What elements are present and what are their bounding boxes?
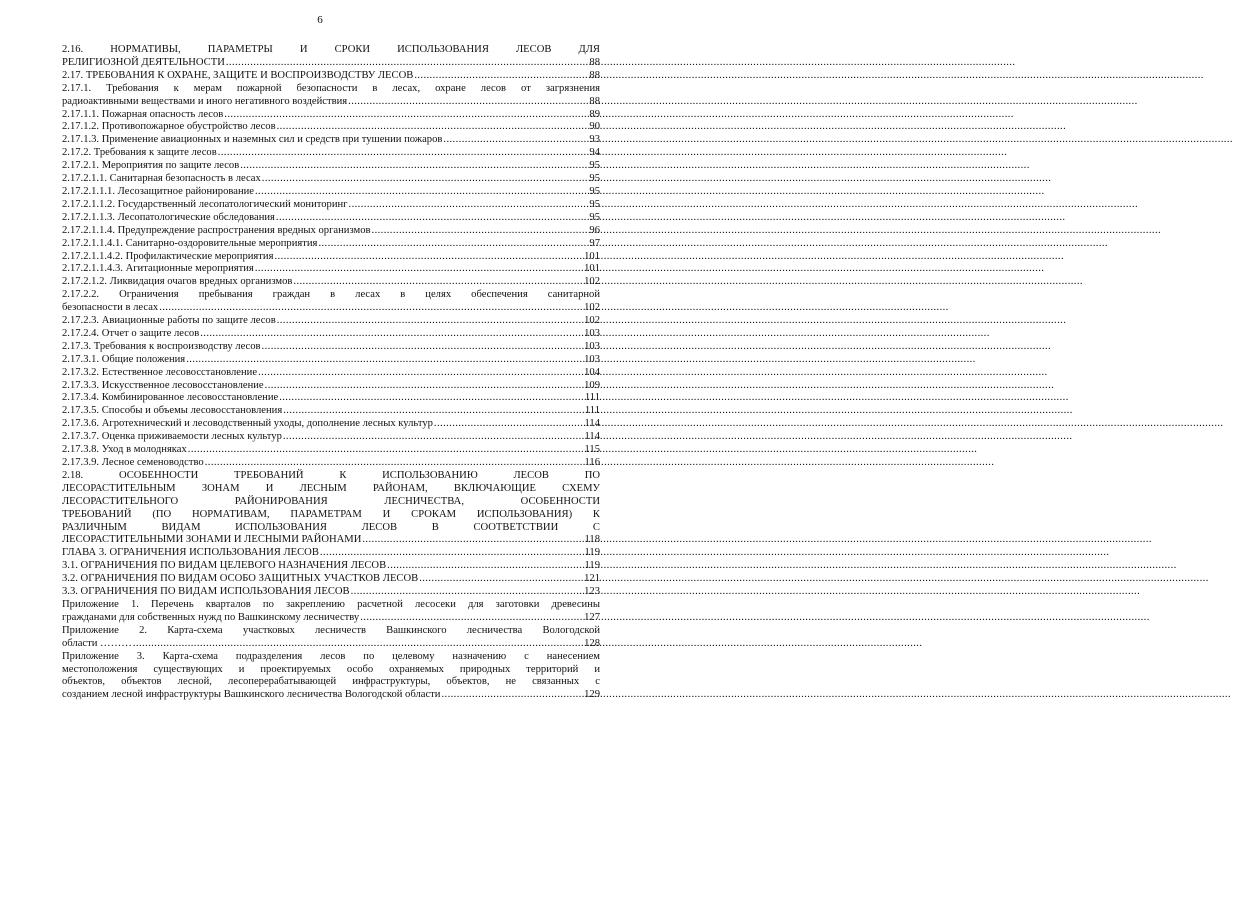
toc-entry[interactable]	[62, 560, 600, 573]
toc-entry-page: 118	[584, 534, 600, 546]
toc-entry[interactable]	[62, 599, 600, 625]
toc-entry-page: 115	[584, 444, 600, 456]
toc-entry-title: 2.17.2.4. Отчет о защите лесов	[62, 327, 200, 339]
dot-leader	[320, 547, 583, 560]
toc-entry-page: 88	[589, 69, 600, 81]
toc-entry[interactable]	[62, 263, 600, 276]
toc-entry[interactable]	[62, 276, 600, 289]
toc-entry[interactable]	[62, 573, 600, 586]
toc-entry-title: ГЛАВА 3. ОГРАНИЧЕНИЯ ИСПОЛЬЗОВАНИЯ ЛЕСОВ	[62, 547, 319, 559]
toc-entry-page: 116	[584, 457, 600, 468]
dot-leader	[441, 689, 582, 702]
toc-entry-page: 102	[584, 315, 600, 327]
toc-entry-page: 95	[589, 185, 600, 197]
dot-leader	[255, 263, 582, 276]
toc-entry[interactable]	[62, 470, 600, 547]
dot-leader	[372, 225, 588, 238]
toc-entry[interactable]	[62, 199, 600, 212]
dot-leader	[218, 147, 588, 160]
toc-entry-page: 90	[589, 121, 600, 133]
dot-leader	[240, 160, 587, 173]
toc-entry[interactable]	[62, 328, 600, 341]
toc-entry[interactable]	[62, 651, 600, 703]
toc-entry-title: 2.17.3.7. Оценка приживаемости лесных культур	[62, 431, 282, 443]
toc-entry-title: 2.17.3.2. Естественное лесовосстановление	[62, 366, 258, 378]
toc-entry-page: 111	[584, 405, 600, 417]
toc-entry[interactable]	[62, 83, 600, 109]
toc-entry-page: 101	[584, 250, 600, 262]
toc-entry-title: 2.17.2.1.1.3. Лесопатологические обследования	[62, 211, 275, 223]
toc-entry-title: 2.17.2.1.1.4.1. Санитарно-оздоровительные мероприятия	[62, 237, 318, 249]
toc-entry[interactable]	[62, 367, 600, 380]
toc-entry-page: 119	[584, 547, 600, 559]
toc-entry-line: Приложение 3. Карта-схема подразделения лесов по целевому назначению с нанесением	[62, 650, 600, 662]
toc-entry-page: 95	[589, 211, 600, 223]
toc-entry-title: гражданами для собственных нужд по Вашкинскому лесничеству	[62, 611, 360, 623]
toc-entry-page: 97	[589, 237, 600, 249]
toc-entry-title: созданием лесной инфраструктуры Вашкинского лесничества Вологодской области	[62, 689, 441, 701]
dot-leader	[318, 238, 587, 251]
toc-entry[interactable]	[62, 147, 600, 160]
toc-entry-page: 103	[584, 327, 600, 339]
toc-entry-title: области ………	[62, 637, 132, 649]
table-of-contents	[62, 44, 600, 702]
toc-entry-line: 2.16. НОРМАТИВЫ, ПАРАМЕТРЫ И СРОКИ ИСПОЛЬЗОВАНИЯ ЛЕСОВ ДЛЯ	[62, 44, 600, 55]
toc-entry-title: радиоактивными веществами и иного негативного воздействия	[62, 95, 348, 107]
toc-entry-title: 2.17.3. Требования к воспроизводству лесов	[62, 340, 261, 352]
toc-entry-line: Приложение 1. Перечень кварталов по закреплению расчетной лесосеки для заготовки древесины	[62, 598, 600, 610]
toc-entry[interactable]	[62, 457, 600, 470]
dot-leader	[387, 560, 582, 573]
toc-entry-title: 2.17.2.1.1.2. Государственный лесопатологический мониторинг	[62, 198, 348, 210]
dot-leader	[265, 380, 582, 393]
dot-leader	[360, 612, 582, 625]
toc-entry-title: 2.17.2.1.2. Ликвидация очагов вредных организмов	[62, 276, 293, 288]
toc-entry-line: РАЗЛИЧНЫМ ВИДАМ ИСПОЛЬЗОВАНИЯ ЛЕСОВ В СООТВЕТСТВИИ С	[62, 521, 600, 533]
toc-entry-line: 2.17.2.2. Ограничения пребывания граждан в лесах в целях обеспечения санитарной	[62, 289, 600, 301]
toc-entry-page: 103	[584, 340, 600, 352]
dot-leader	[349, 199, 588, 212]
dot-leader	[262, 173, 588, 186]
toc-entry-page: 101	[584, 263, 600, 275]
toc-entry[interactable]	[62, 405, 600, 418]
dot-leader	[277, 121, 588, 134]
toc-entry[interactable]	[62, 289, 600, 315]
toc-entry-title: 2.17.2.1.1.4.2. Профилактические мероприятия	[62, 250, 274, 262]
toc-entry-title: 2.17.1.1. Пожарная опасность лесов	[62, 108, 224, 120]
toc-entry[interactable]	[62, 44, 600, 70]
toc-entry-title: 2.17.3.1. Общие положения	[62, 353, 186, 365]
toc-entry[interactable]	[62, 70, 600, 83]
toc-entry-line: Приложение 2. Карта-схема участковых лесничеств Вашкинского лесничества Вологодской	[62, 624, 600, 636]
dot-leader	[224, 109, 587, 122]
dot-leader	[186, 354, 582, 367]
toc-entry-page: 94	[589, 147, 600, 159]
dot-leader	[274, 251, 582, 264]
toc-entry-title: 2.17.2.1.1.4.3. Агитационные мероприятия	[62, 263, 254, 275]
toc-entry-page: 88	[589, 56, 600, 68]
toc-entry-title: 2.17.2.1.1.4. Предупреждение распространения вредных организмов	[62, 224, 371, 236]
toc-entry[interactable]	[62, 160, 600, 173]
toc-entry-page: 102	[584, 302, 600, 314]
toc-entry-page: 129	[584, 689, 600, 701]
toc-entry-title: 3.1. ОГРАНИЧЕНИЯ ПО ВИДАМ ЦЕЛЕВОГО НАЗНАЧЕНИЯ ЛЕСОВ	[62, 560, 387, 572]
toc-entry-line: ТРЕБОВАНИЙ (ПО НОРМАТИВАМ, ПАРАМЕТРАМ И СРОКАМ ИСПОЛЬЗОВАНИЯ) К	[62, 508, 600, 520]
toc-entry-title: 2.17.1.2. Противопожарное обустройство лесов	[62, 121, 276, 133]
toc-entry-line: местоположения существующих и проектируемых особо охраняемых природных территорий и	[62, 663, 600, 675]
toc-entry[interactable]	[62, 225, 600, 238]
toc-entry[interactable]	[62, 625, 600, 651]
toc-entry[interactable]	[62, 315, 600, 328]
toc-entry[interactable]	[62, 212, 600, 225]
toc-entry-page: 109	[584, 379, 600, 391]
dot-leader	[258, 367, 582, 380]
toc-entry[interactable]	[62, 186, 600, 199]
toc-entry-title: 2.17. ТРЕБОВАНИЯ К ОХРАНЕ, ЗАЩИТЕ И ВОСПРОИЗВОДСТВУ ЛЕСОВ	[62, 69, 414, 81]
toc-entry-page: 128	[584, 637, 600, 649]
toc-entry-title: 2.17.2.1. Мероприятия по защите лесов	[62, 160, 240, 172]
toc-entry[interactable]	[62, 354, 600, 367]
toc-entry-title: 3.3. ОГРАНИЧЕНИЯ ПО ВИДАМ ИСПОЛЬЗОВАНИЯ ЛЕСОВ	[62, 586, 350, 598]
toc-entry[interactable]	[62, 121, 600, 134]
toc-entry-title: 2.17.1.3. Применение авиационных и наземных сил и средств при тушении пожаров	[62, 134, 443, 146]
toc-entry-title: 2.17.3.9. Лесное семеноводство	[62, 457, 204, 468]
toc-entry[interactable]	[62, 251, 600, 264]
toc-entry-title: 2.17.3.5. Способы и объемы лесовосстановления	[62, 405, 283, 417]
toc-entry-title: ЛЕСОРАСТИТЕЛЬНЫМИ ЗОНАМИ И ЛЕСНЫМИ РАЙОНАМИ	[62, 534, 362, 546]
dot-leader	[279, 392, 583, 405]
dot-leader	[293, 276, 582, 289]
toc-entry-page: 95	[589, 173, 600, 185]
dot-leader	[262, 341, 583, 354]
toc-entry-title: 2.17.2.1.1.1. Лесозащитное районирование	[62, 185, 254, 197]
toc-entry-title: 2.17.2. Требования к защите лесов	[62, 147, 217, 159]
toc-entry[interactable]	[62, 418, 600, 431]
toc-entry-title: 2.17.2.3. Авиационные работы по защите лесов	[62, 315, 276, 327]
toc-entry-title: 2.17.3.8. Уход в молодняках	[62, 444, 187, 456]
toc-entry-page: 88	[589, 95, 600, 107]
dot-leader	[414, 70, 587, 83]
toc-entry-page: 127	[584, 611, 600, 623]
toc-entry[interactable]	[62, 341, 600, 354]
dot-leader	[443, 134, 587, 147]
toc-entry-title: 2.17.3.4. Комбинированное лесовосстановление	[62, 392, 279, 404]
dot-leader	[205, 457, 583, 470]
dot-leader	[226, 57, 588, 70]
dot-leader	[434, 418, 583, 431]
dot-leader	[283, 431, 583, 444]
toc-entry-title: 2.17.3.6. Агротехнический и лесоводственный уходы, дополнение лесных культур	[62, 418, 433, 430]
toc-entry-page: 123	[584, 586, 600, 598]
toc-entry-page: 89	[589, 108, 600, 120]
toc-entry-page: 114	[584, 418, 600, 430]
toc-entry-title: РЕЛИГИОЗНОЙ ДЕЯТЕЛЬНОСТИ	[62, 56, 225, 68]
dot-leader	[188, 444, 583, 457]
toc-entry[interactable]	[62, 134, 600, 147]
toc-entry[interactable]	[62, 380, 600, 393]
dot-leader	[419, 573, 582, 586]
toc-entry[interactable]	[62, 547, 600, 560]
dot-leader	[351, 586, 583, 599]
toc-entry-page: 114	[584, 431, 600, 443]
dot-leader	[133, 638, 582, 651]
toc-entry-line: 2.18. ОСОБЕННОСТИ ТРЕБОВАНИЙ К ИСПОЛЬЗОВАНИЮ ЛЕСОВ ПО	[62, 469, 600, 481]
toc-entry-title: безопасности в лесах	[62, 302, 159, 314]
toc-entry-page: 102	[584, 276, 600, 288]
dot-leader	[276, 212, 588, 225]
toc-entry[interactable]	[62, 109, 600, 122]
dot-leader	[283, 405, 583, 418]
toc-entry[interactable]	[62, 392, 600, 405]
toc-entry-title: 3.2. ОГРАНИЧЕНИЯ ПО ВИДАМ ОСОБО ЗАЩИТНЫХ УЧАСТКОВ ЛЕСОВ	[62, 573, 419, 585]
toc-entry-line: объектов, объектов лесной, лесоперерабатывающей инфраструктуры, объектов, не связанных с	[62, 676, 600, 688]
toc-entry[interactable]	[62, 238, 600, 251]
dot-leader	[200, 328, 582, 341]
toc-entry-line: 2.17.1. Требования к мерам пожарной безопасности в лесах, охране лесов от загрязнения	[62, 82, 600, 94]
toc-entry-line: ЛЕСОРАСТИТЕЛЬНЫМ ЗОНАМ И ЛЕСНЫМ РАЙОНАМ, ВКЛЮЧАЮЩИЕ СХЕМУ	[62, 482, 600, 494]
toc-entry-page: 96	[589, 224, 600, 236]
toc-entry-title: 2.17.3.3. Искусственное лесовосстановление	[62, 379, 264, 391]
dot-leader	[277, 315, 582, 328]
toc-entry-page: 95	[589, 160, 600, 172]
dot-leader	[348, 96, 587, 109]
toc-entry-page: 103	[584, 353, 600, 365]
toc-entry[interactable]	[62, 586, 600, 599]
toc-entry[interactable]	[62, 444, 600, 457]
toc-entry-page: 111	[584, 392, 600, 404]
toc-entry[interactable]	[62, 173, 600, 186]
toc-entry-page: 93	[589, 134, 600, 146]
dot-leader	[255, 186, 587, 199]
toc-entry-title: 2.17.2.1.1. Санитарная безопасность в лесах	[62, 173, 261, 185]
toc-entry[interactable]	[62, 431, 600, 444]
toc-entry-page: 121	[584, 573, 600, 585]
toc-entry-page: 104	[584, 366, 600, 378]
toc-entry-line: ЛЕСОРАСТИТЕЛЬНОГО РАЙОНИРОВАНИЯ ЛЕСНИЧЕСТВА, ОСОБЕННОСТИ	[62, 495, 600, 507]
dot-leader	[159, 302, 582, 315]
toc-entry-page: 119	[584, 560, 600, 572]
toc-entry-page: 95	[589, 198, 600, 210]
dot-leader	[362, 534, 582, 547]
page-number: 6	[317, 14, 323, 26]
